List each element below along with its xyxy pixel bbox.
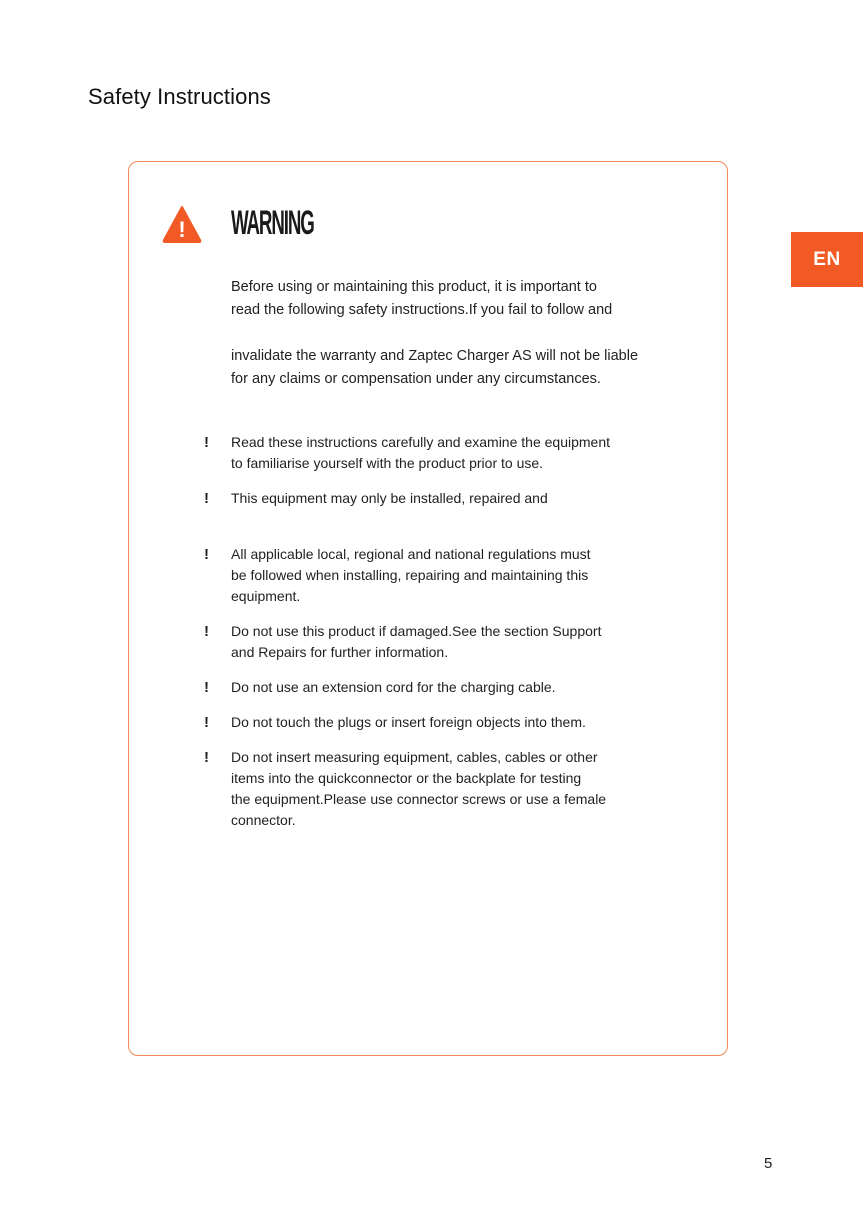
- intro-line: invalidate the warranty and Zaptec Charger AS will not be liable: [231, 348, 639, 364]
- intro-line: Before using or maintaining this product, it is important to: [231, 279, 597, 295]
- intro-line: read the following safety instructions.If you fail to follow and: [231, 302, 613, 318]
- warning-intro: [231, 276, 671, 391]
- list-item-line: Do not use an extension cord for the charging cable.: [231, 679, 556, 695]
- language-tab[interactable]: EN: [791, 232, 863, 287]
- warning-heading: WARNING: [231, 204, 314, 242]
- list-item: [204, 488, 664, 530]
- list-item-line: connector.: [231, 812, 296, 828]
- list-item-line: the equipment.Please use connector screws or use a female: [231, 791, 607, 807]
- list-item-line: Do not use this product if damaged.See the section Support: [231, 623, 602, 639]
- list-item: [204, 432, 664, 474]
- warning-icon-mark: !: [178, 217, 186, 242]
- list-item: [204, 544, 664, 607]
- exclamation-icon: !: [204, 749, 209, 766]
- exclamation-icon: !: [204, 714, 209, 731]
- list-item: [204, 621, 664, 663]
- list-item: [204, 712, 664, 733]
- list-item-line: [231, 509, 664, 530]
- list-item-line: All applicable local, regional and national regulations must: [231, 546, 591, 562]
- list-item: [204, 747, 664, 831]
- list-item-line: equipment.: [231, 588, 301, 604]
- exclamation-icon: !: [204, 623, 209, 640]
- exclamation-icon: !: [204, 679, 209, 696]
- list-item: [204, 677, 664, 698]
- intro-line: [231, 322, 671, 345]
- list-item-line: Do not touch the plugs or insert foreign objects into them.: [231, 714, 586, 730]
- safety-instruction-list: [204, 432, 664, 845]
- intro-line: for any claims or compensation under any circumstances.: [231, 371, 601, 387]
- list-item-line: This equipment may only be installed, repaired and: [231, 490, 548, 506]
- list-item-line: Read these instructions carefully and examine the equipment: [231, 434, 610, 450]
- page-title: Safety Instructions: [88, 84, 271, 109]
- exclamation-icon: !: [204, 434, 209, 451]
- list-item-line: and Repairs for further information.: [231, 644, 449, 660]
- page-number: 5: [764, 1155, 773, 1172]
- list-item-line: items into the quickconnector or the backplate for testing: [231, 770, 582, 786]
- list-item-line: be followed when installing, repairing and maintaining this: [231, 567, 589, 583]
- warning-triangle-icon: [162, 205, 202, 243]
- list-item-line: to familiarise yourself with the product prior to use.: [231, 455, 544, 471]
- list-item-line: Do not insert measuring equipment, cables, cables or other: [231, 749, 598, 765]
- exclamation-icon: !: [204, 490, 209, 507]
- exclamation-icon: !: [204, 546, 209, 563]
